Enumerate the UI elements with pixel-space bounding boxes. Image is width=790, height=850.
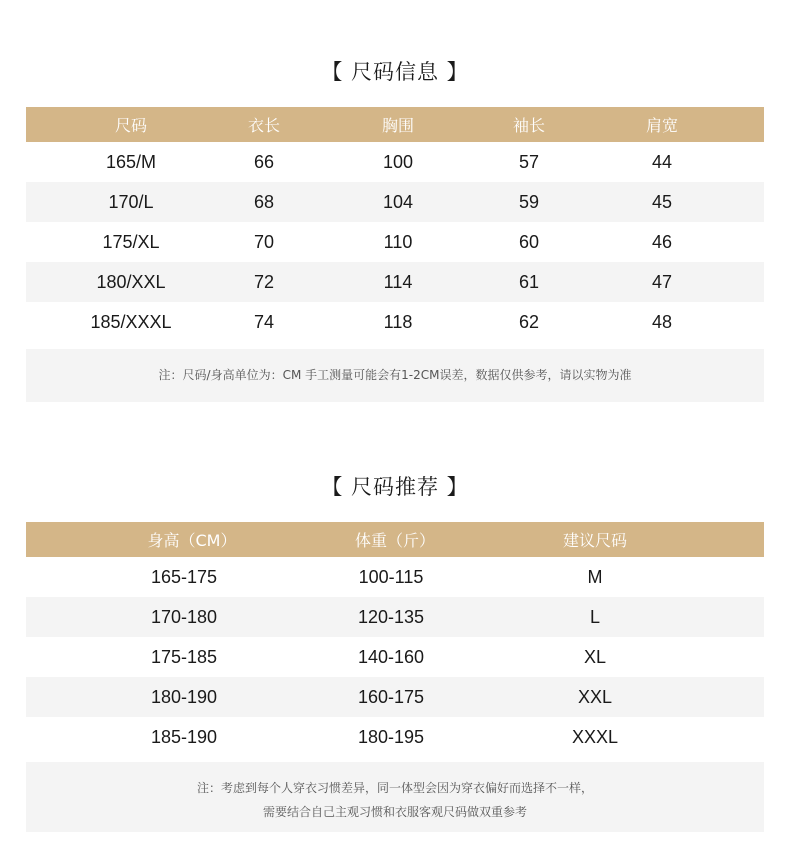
table-row [26,222,764,262]
table-row [26,637,764,677]
cell-size: 175/XL [102,231,160,252]
cell-length: 66 [253,151,275,172]
table-row [26,677,764,717]
cell-length: 70 [253,231,275,252]
table-row [26,557,764,597]
table-row [26,182,764,222]
size-recommend-title: 【 尺码推荐 】 [321,475,469,499]
cell-suggested-size: M [587,566,603,587]
cell-shoulder: 48 [651,311,673,332]
cell-size: 170/L [108,191,154,212]
header-length: 衣长 [247,116,281,135]
cell-height: 180-190 [150,686,218,707]
size-info-header-row [26,107,764,142]
cell-weight: 120-135 [357,606,425,627]
cell-suggested-size: XXXL [571,726,619,747]
cell-chest: 118 [383,311,413,332]
size-recommend-note [26,762,764,832]
cell-height: 165-175 [150,566,218,587]
cell-size: 165/M [105,151,157,172]
size-recommend-header-row [26,522,764,557]
cell-chest: 110 [383,231,413,252]
cell-shoulder: 47 [651,271,673,292]
cell-sleeve: 59 [518,191,540,212]
cell-shoulder: 45 [651,191,673,212]
header-size: 尺码 [114,116,148,135]
cell-sleeve: 57 [518,151,540,172]
cell-weight: 180-195 [357,726,425,747]
table-row [26,717,764,757]
cell-length: 68 [253,191,275,212]
cell-shoulder: 44 [651,151,673,172]
cell-sleeve: 61 [518,271,540,292]
cell-suggested-size: XL [583,646,607,667]
size-info-table [26,107,764,342]
cell-sleeve: 60 [518,231,540,252]
size-info-title: 【 尺码信息 】 [321,60,469,84]
cell-size: 185/XXXL [90,311,172,332]
size-recommend-table [26,522,764,757]
table-row [26,142,764,182]
size-recommend-note-line1: 注：考虑到每个人穿衣习惯差异，同一体型会因为穿衣偏好而选择不一样， [196,781,593,795]
header-chest: 胸围 [381,116,415,135]
header-sleeve: 袖长 [512,116,546,135]
header-weight: 体重（斤） [354,531,436,550]
cell-size: 180/XXL [96,271,166,292]
cell-suggested-size: L [589,606,601,627]
cell-height: 175-185 [150,646,218,667]
table-row [26,302,764,342]
header-shoulder: 肩宽 [645,116,679,135]
cell-weight: 160-175 [357,686,425,707]
size-info-note: 注：尺码/身高单位为：CM 手工测量可能会有1-2CM误差，数据仅供参考，请以实物为准 [26,349,764,402]
cell-sleeve: 62 [518,311,540,332]
cell-shoulder: 46 [651,231,673,252]
cell-chest: 104 [382,191,414,212]
cell-weight: 100-115 [358,566,424,587]
header-height: 身高（CM） [147,531,237,550]
cell-chest: 114 [383,271,413,292]
size-recommend-note-line2: 需要结合自己主观习惯和衣服客观尺码做双重参考 [262,805,527,819]
header-suggested-size: 建议尺码 [562,531,628,550]
table-row [26,262,764,302]
cell-length: 74 [253,311,275,332]
cell-height: 170-180 [150,606,218,627]
cell-weight: 140-160 [357,646,425,667]
cell-length: 72 [253,271,275,292]
cell-chest: 100 [382,151,414,172]
cell-suggested-size: XXL [577,686,613,707]
table-row [26,597,764,637]
cell-height: 185-190 [150,726,218,747]
